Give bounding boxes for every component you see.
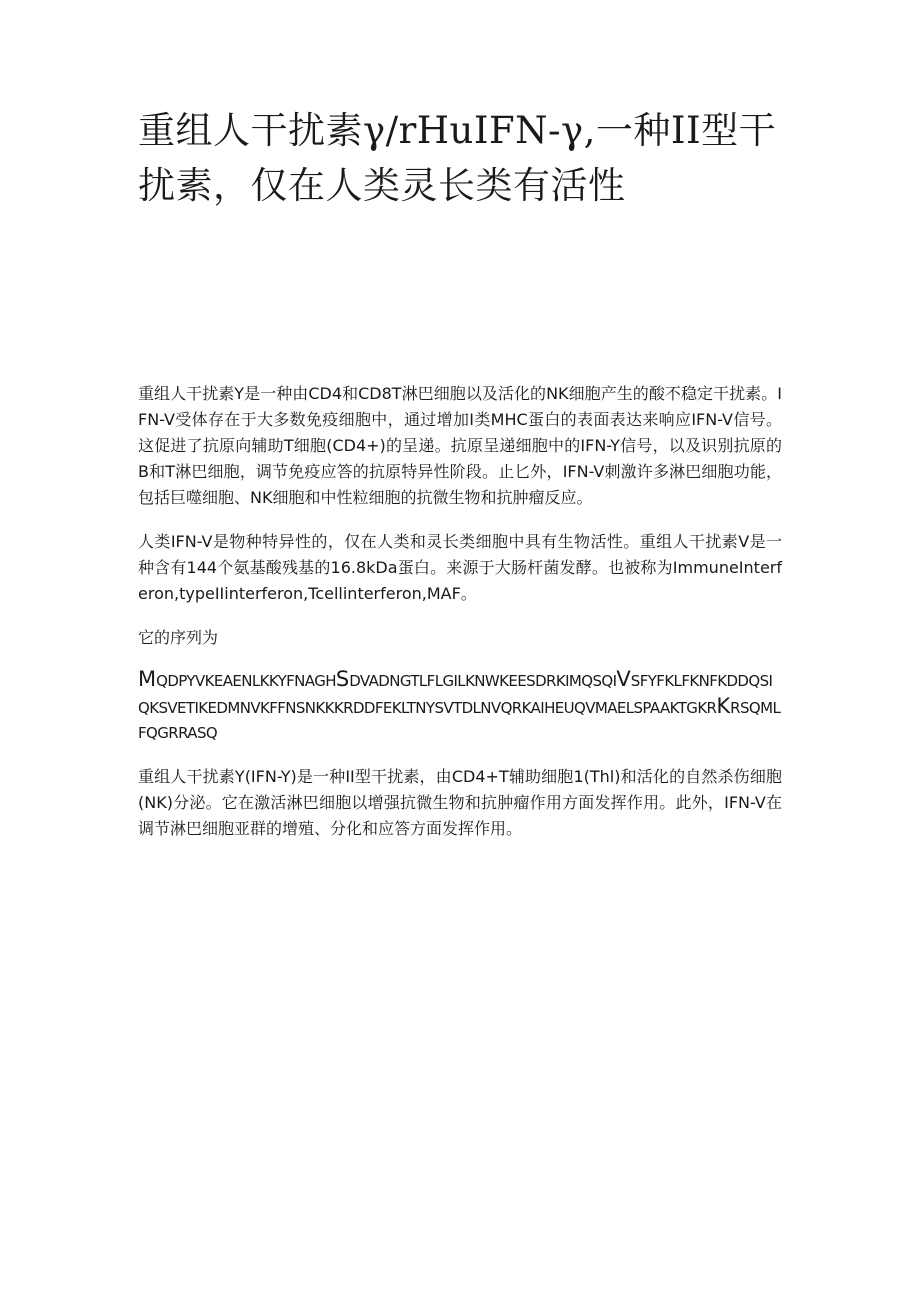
paragraph-intro: 重组人干扰素Y是一种由CD4和CD8T淋巴细胞以及活化的NK细胞产生的酸不稳定干扰素。IFN-V受体存在于大多数免疫细胞中，通过增加I类MHC蛋白的表面表达来响应IFN-V信号。这促进了抗原向辅助T细胞(CD4+)的呈递。抗原呈递细胞中的IFN-Y信号，以及识别抗原的B和T淋巴细胞，调节免疫应答的抗原特异性阶段。止匕外，IFN-V刺激许多淋巴细胞功能，包括巨噬细胞、NK细胞和中性粒细胞的抗微生物和抗肿瘤反应。 <box>138 384 782 507</box>
sequence-segment: M <box>138 667 157 691</box>
sequence-segment: S <box>335 667 350 691</box>
paragraph-sequence-label: 它的序列为 <box>138 628 219 647</box>
paragraph-function: 重组人干扰素Y(IFN-Y)是一种II型干扰素，由CD4+T辅助细胞1(Thl)和活化的自然杀伤细胞(NK)分泌。它在激活淋巴细胞以增强抗微生物和抗肿瘤作用方面发挥作用。此外，IFN-V在调节淋巴细胞亚群的增殖、分化和应答方面发挥作用。 <box>138 767 782 838</box>
sequence-segment: V <box>616 667 631 691</box>
sequence-segment: SFYFKLFKNFKDDQSIQKSVETIKEDMNVKFFNSNKKKRDDFEKLTNYSVTDLNVQRKAIHEUQVMAELSPAAKTGKR <box>138 672 773 717</box>
amino-acid-sequence <box>138 667 782 746</box>
sequence-segment: K <box>716 694 731 718</box>
sequence-segment: RSQMLFQGRRASQ <box>138 699 781 742</box>
sequence-segment: QDPYVKEAENLKKYFNAGH <box>156 672 336 690</box>
sequence-segment: DVADNGTLFLGILKNWKEESDRKIMQSQI <box>349 672 617 690</box>
document-title: 重组人干扰素γ/rHuIFN-γ,一种II型干扰素，仅在人类灵长类有活性 <box>138 109 777 207</box>
paragraph-species-specificity: 人类IFN-V是物种特异性的，仅在人类和灵长类细胞中具有生物活性。重组人干扰素V是一种含有144个氨基酸残基的16.8kDa蛋白。来源于大肠杆菌发酵。也被称为ImmuneInterferon,typeIIinterferon,Tcellinterferon,MAF。 <box>138 532 782 603</box>
